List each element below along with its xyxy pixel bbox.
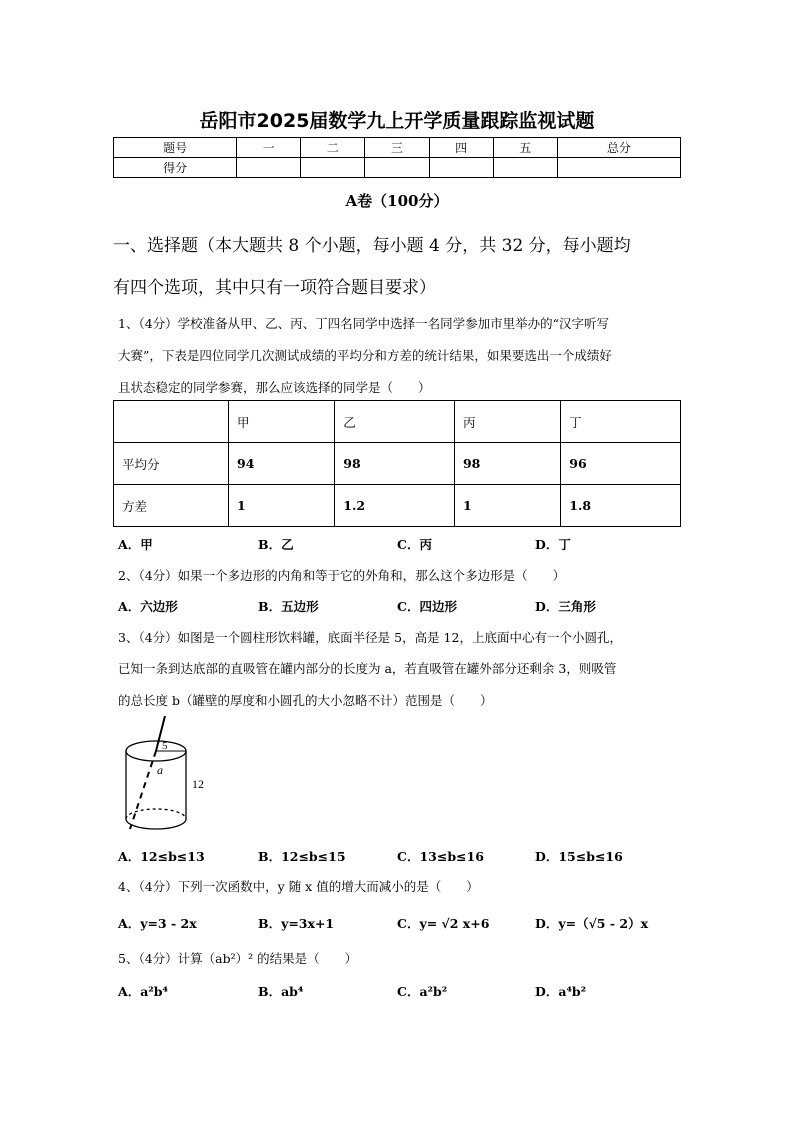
q2-option-d: D．三角形 — [535, 599, 596, 614]
stats-cell: 98 — [335, 443, 455, 485]
score-header: 题号 — [114, 138, 237, 158]
stats-header: 甲 — [229, 401, 335, 443]
stats-header: 丙 — [454, 401, 560, 443]
stats-row-label: 方差 — [114, 485, 229, 527]
q1-option-b: B．乙 — [258, 537, 294, 552]
score-cell — [301, 158, 365, 178]
q1-text-line: 大赛”，下表是四位同学几次测试成绩的平均分和方差的统计结果，如果要选出一个成绩好 — [118, 348, 612, 363]
q5-option-d: D．a⁴b² — [535, 984, 587, 999]
stats-cell: 94 — [229, 443, 335, 485]
q5-option-a: A．a²b⁴ — [118, 984, 168, 999]
stats-cell: 96 — [561, 443, 681, 485]
q1-stats-table — [113, 400, 681, 527]
stats-header: 乙 — [335, 401, 455, 443]
stats-row — [114, 443, 681, 485]
q4-text: 4、（4分）下列一次函数中，y 随 x 值的增大而减小的是（ ） — [118, 879, 479, 894]
stats-cell: 98 — [454, 443, 560, 485]
stats-header-row — [114, 401, 681, 443]
score-header: 五 — [493, 138, 557, 158]
score-row-label: 得分 — [114, 158, 237, 178]
q4-option-c: C．y= √2 x+6 — [397, 916, 490, 931]
score-header: 四 — [429, 138, 493, 158]
stats-row-label: 平均分 — [114, 443, 229, 485]
stats-cell: 1 — [229, 485, 335, 527]
stats-cell: 1.8 — [561, 485, 681, 527]
q3-text-line: 已知一条到达底部的直吸管在罐内部分的长度为 a，若直吸管在罐外部分还剩余 3，则吸管 — [118, 661, 617, 676]
q5-option-b: B．ab⁴ — [258, 984, 304, 999]
score-header-row — [114, 138, 681, 158]
exam-title: 岳阳市2025届数学九上开学质量跟踪监视试题 — [199, 110, 595, 132]
q1-text-line: 且状态稳定的同学参赛，那么应该选择的同学是（ ） — [118, 380, 431, 395]
score-row — [114, 158, 681, 178]
q1-option-d: D．丁 — [535, 537, 571, 552]
straw-label: a — [157, 763, 163, 777]
q4-option-a: A．y=3 - 2x — [118, 916, 197, 931]
radius-label: 5 — [162, 740, 168, 752]
stats-cell: 1 — [454, 485, 560, 527]
volume-heading: A卷（100分） — [345, 192, 449, 210]
q3-option-d: D．15≤b≤16 — [535, 849, 623, 864]
stats-row — [114, 485, 681, 527]
score-header: 三 — [365, 138, 429, 158]
score-cell — [237, 158, 301, 178]
score-header: 二 — [301, 138, 365, 158]
q3-option-c: C．13≤b≤16 — [397, 849, 484, 864]
q5-text: 5、（4分）计算（ab²）² 的结果是（ ） — [118, 951, 358, 966]
q3-option-b: B．12≤b≤15 — [258, 849, 346, 864]
q1-option-c: C．丙 — [397, 537, 432, 552]
q2-option-c: C．四边形 — [397, 599, 457, 614]
score-table — [113, 137, 681, 178]
q3-text-line: 的总长度 b（罐壁的厚度和小圆孔的大小忽略不计）范围是（ ） — [118, 693, 493, 708]
score-cell — [429, 158, 493, 178]
q1-option-a: A．甲 — [118, 537, 153, 552]
score-header: 总分 — [557, 138, 680, 158]
q5-option-c: C．a²b² — [397, 984, 448, 999]
score-header: 一 — [237, 138, 301, 158]
stats-header: 丁 — [561, 401, 681, 443]
q2-option-b: B．五边形 — [258, 599, 319, 614]
height-label: 12 — [192, 777, 204, 791]
score-cell — [365, 158, 429, 178]
section-heading-line1: 一、选择题（本大题共 8 个小题，每小题 4 分，共 32 分，每小题均 — [113, 236, 631, 256]
q2-option-a: A．六边形 — [118, 599, 178, 614]
section-heading-line2: 有四个选项，其中只有一项符合题目要求） — [113, 278, 436, 298]
q3-option-a: A．12≤b≤13 — [118, 849, 205, 864]
stats-cell — [114, 401, 229, 443]
stats-cell: 1.2 — [335, 485, 455, 527]
score-cell — [557, 158, 680, 178]
score-cell — [493, 158, 557, 178]
q3-text-line: 3、（4分）如图是一个圆柱形饮料罐，底面半径是 5，高是 12，上底面中心有一个小圆孔， — [118, 630, 622, 645]
cylinder-figure — [115, 716, 225, 841]
q4-option-b: B．y=3x+1 — [258, 916, 335, 931]
q4-option-d: D．y=（√5 - 2）x — [535, 916, 649, 931]
q2-text: 2、（4分）如果一个多边形的内角和等于它的外角和，那么这个多边形是（ ） — [118, 568, 566, 583]
q1-text-line: 1、（4分）学校准备从甲、乙、丙、丁四名同学中选择一名同学参加市里举办的“汉字听写 — [118, 316, 610, 331]
